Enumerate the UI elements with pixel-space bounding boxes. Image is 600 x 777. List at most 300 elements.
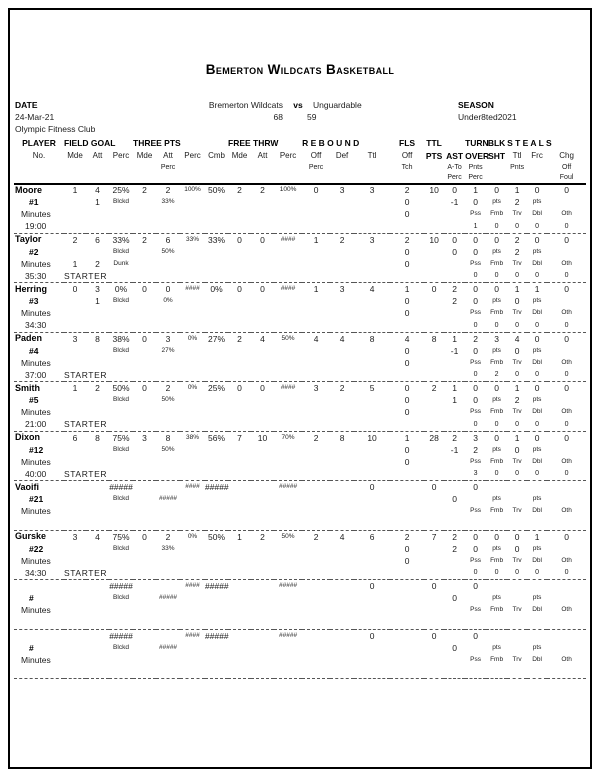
cell-blk-sht: [486, 580, 507, 593]
cell-chg: [547, 246, 586, 258]
cell-tp-att: [156, 456, 180, 468]
header-sub: Perc: [184, 151, 201, 160]
cell-tp-perc: [180, 209, 205, 221]
cell-reb-ttl: 0: [354, 580, 390, 593]
stats-table: [14, 137, 586, 679]
fumble-label: Fmb: [490, 457, 504, 465]
cell-ft-made: [228, 246, 251, 258]
cell-ft-made: [228, 506, 251, 518]
cell-cmb-perc: [205, 308, 228, 320]
cell-reb-ttl: [354, 296, 390, 308]
cell-fg-made: [64, 580, 86, 593]
header-group: THREE PTS: [133, 138, 181, 149]
pts-label: pts: [532, 247, 542, 255]
cell-reb-off: [302, 481, 330, 494]
cell-ttl-pts: 28: [424, 431, 444, 444]
cell-ft-made: [228, 357, 251, 369]
cell-turnover: [465, 517, 486, 530]
cell-blk-sht: [486, 666, 507, 679]
cell-blk-sht: 0: [486, 382, 507, 395]
cell-cmb-perc: [205, 197, 228, 209]
cell-cmb-perc: [205, 593, 228, 605]
cell-reb-off: [302, 642, 330, 654]
pass-label: Pss: [470, 210, 481, 217]
cell-cmb-perc: [205, 616, 228, 629]
cell-ft-made: [228, 444, 251, 456]
cell-chg: 0: [564, 470, 569, 478]
cell-fg-att: 2: [95, 258, 100, 269]
cell-ft-perc: [274, 270, 302, 283]
cell-ft-made: [228, 555, 251, 567]
cell-chg: 0: [564, 321, 569, 329]
cell-stl-frc: 0: [535, 321, 540, 329]
cell-reb-def: [330, 444, 354, 456]
cell-tp-perc: [180, 162, 205, 173]
header-sub: Pnts: [510, 163, 525, 171]
cell-ft-perc: [274, 395, 302, 407]
cell-stl-ttl: 0: [515, 470, 520, 478]
cell-ft-perc: #####: [274, 629, 302, 642]
cell-fls: [390, 666, 424, 679]
cell-reb-ttl: [354, 605, 390, 617]
cell-ft-att: [251, 418, 274, 431]
header-group: S T E A L S: [507, 138, 552, 149]
cell-chg: 0: [547, 233, 586, 246]
cell-fls: 0: [404, 246, 410, 257]
cell-ft-made: [228, 593, 251, 605]
cell-reb-def: [330, 580, 354, 593]
cell-fls: 0: [404, 209, 410, 219]
header-sub: A-To: [447, 163, 462, 171]
pts-label: pts: [492, 643, 501, 651]
cell-tp-att: 0%: [163, 297, 173, 305]
cell-reb-ttl: 10: [354, 431, 390, 444]
cell-ft-made: [228, 407, 251, 419]
header-group: FREE THRW: [228, 138, 279, 149]
cell-ttl-pts: [424, 369, 444, 382]
cell-fg-made: [64, 642, 86, 654]
header-group: R E B O U N D: [302, 138, 360, 149]
cell-tp-perc: [180, 517, 205, 530]
cell-tp-att: [156, 173, 180, 184]
cell-ft-perc: #####: [274, 481, 302, 494]
pts-label: pts: [492, 198, 501, 206]
cell-stl-frc: 0: [535, 272, 540, 280]
cell-cmb-perc: [205, 209, 228, 221]
cell-reb-off: [302, 580, 330, 593]
cell-stl-ttl: [507, 629, 527, 642]
player-name: Herring: [14, 283, 64, 296]
double-label: Dbl: [532, 556, 542, 564]
cell-reb-def: [330, 357, 354, 369]
cell-cmb-perc: [205, 345, 228, 357]
cell-ast: 2: [444, 530, 465, 543]
cell-fg-att: 1: [95, 197, 100, 208]
cell-ft-perc: [274, 616, 302, 629]
player-number: #3: [29, 296, 39, 307]
cell-stl-ttl: 1: [514, 185, 520, 196]
cell-turnover: 2: [465, 332, 486, 345]
cell-ft-perc: [274, 654, 302, 666]
cell-ft-made: [228, 481, 251, 494]
minutes-value: 40:00: [25, 468, 47, 479]
cell-cmb-perc: 27%: [205, 332, 228, 345]
cell-reb-off: [302, 567, 330, 580]
cell-tp-perc: [180, 369, 205, 382]
cell-ft-made: [228, 468, 251, 481]
cell-ttl-pts: [424, 642, 444, 654]
cell-tp-made: [133, 246, 156, 258]
cell-fls: [390, 468, 424, 481]
cell-fg-att: [86, 345, 109, 357]
cell-cmb-perc: [205, 319, 228, 332]
cell-ast: [444, 481, 465, 494]
cell-fls: [390, 593, 424, 605]
pts-label: pts: [532, 396, 542, 404]
cell-ft-perc: [274, 593, 302, 605]
cell-blk-sht: 0: [494, 420, 499, 428]
cell-cmb-perc: [205, 395, 228, 407]
cell-ft-perc: [274, 642, 302, 654]
cell-cmb-perc: [205, 494, 228, 506]
cell-blk-sht: [486, 517, 507, 530]
cell-turnover: 0: [473, 395, 478, 406]
cell-ft-made: [228, 270, 251, 283]
cell-stl-frc: [527, 629, 547, 642]
cell-fg-made: [64, 494, 86, 506]
minutes-value: [14, 616, 64, 629]
starter-label: STARTER: [64, 468, 108, 479]
cell-ft-made: 2: [237, 185, 242, 196]
cell-stl-frc: [527, 666, 547, 679]
cell-tp-made: [133, 418, 156, 431]
cell-chg: 0: [564, 272, 569, 280]
other-label: Oth: [561, 457, 572, 465]
cell-reb-def: [330, 220, 354, 233]
cell-fg-att: [86, 517, 109, 530]
cell-tp-made: [133, 220, 156, 233]
cell-ft-made: [228, 258, 251, 270]
cell-ft-perc: [274, 173, 302, 184]
cell-reb-ttl: [354, 246, 390, 258]
pts-label: pts: [532, 594, 542, 602]
cell-ft-made: 0: [228, 382, 251, 395]
header-sub: Mde: [231, 151, 248, 160]
cell-turnover: 0: [465, 283, 486, 296]
cell-tp-perc: ####: [180, 629, 205, 642]
cell-fls: [390, 629, 424, 642]
cell-ft-att: [251, 308, 274, 320]
cell-tp-perc: [180, 468, 205, 481]
cell-fls: [390, 517, 424, 530]
cell-stl-frc: [527, 173, 547, 184]
cell-fg-att: [86, 642, 109, 654]
fumble-label: Fmb: [490, 556, 504, 564]
cell-fls: [390, 605, 424, 617]
travel-label: Trv: [512, 655, 522, 663]
cell-tp-att: [156, 567, 180, 580]
cell-reb-off: [302, 270, 330, 283]
cell-fg-made: 1: [72, 258, 78, 269]
cell-ast: [444, 270, 465, 283]
cell-reb-ttl: [354, 555, 390, 567]
cell-fg-perc: [109, 319, 133, 332]
cell-fg-att: [86, 444, 109, 456]
cell-reb-off: [302, 418, 330, 431]
minutes-value: 19:00: [25, 221, 47, 231]
player-number: #2: [29, 246, 39, 257]
cell-fls: 0: [404, 258, 410, 269]
cell-fg-att: [86, 654, 109, 666]
cell-ast: 0: [444, 233, 465, 246]
cell-tp-made: [133, 296, 156, 308]
dunk-label: [109, 357, 133, 369]
cell-blk-sht: 3: [486, 332, 507, 345]
pts-label: pts: [492, 297, 501, 305]
cell-fg-made: [64, 593, 86, 605]
cell-reb-ttl: 3: [354, 233, 390, 246]
cell-ft-made: [228, 369, 251, 382]
cell-fg-made: [64, 357, 86, 369]
cell-ttl-pts: 7: [424, 530, 444, 543]
cell-reb-def: [330, 567, 354, 580]
cell-stl-ttl: [507, 494, 527, 506]
cell-tp-made: [133, 555, 156, 567]
fumble-label: Fmb: [490, 259, 504, 267]
cell-ft-att: [251, 567, 274, 580]
cell-tp-perc: [180, 567, 205, 580]
dunk-label: [109, 654, 133, 666]
cell-tp-att: [156, 481, 180, 494]
cell-tp-perc: [180, 407, 205, 419]
cell-tp-att: [156, 357, 180, 369]
cell-ft-perc: [274, 506, 302, 518]
cell-stl-ttl: [507, 666, 527, 679]
cell-ft-made: 0: [228, 233, 251, 246]
cell-ttl-pts: [424, 319, 444, 332]
cell-ft-perc: 50%: [274, 530, 302, 543]
cell-cmb-perc: [205, 605, 228, 617]
cell-reb-ttl: 5: [354, 382, 390, 395]
cell-tp-att: [156, 418, 180, 431]
player-block: [14, 283, 586, 333]
cell-ft-perc: [274, 456, 302, 468]
cell-reb-def: 3: [339, 185, 345, 196]
cell-fg-made: [64, 456, 86, 468]
cell-reb-off: 0: [313, 185, 319, 196]
cell-tp-perc: [180, 555, 205, 567]
travel-label: Trv: [512, 606, 522, 613]
cell-ft-att: 4: [251, 332, 274, 345]
cell-ast: 0: [452, 593, 457, 604]
cell-ttl-pts: [424, 506, 444, 518]
cell-ttl-pts: [424, 345, 444, 357]
cell-fg-made: [64, 517, 86, 530]
cell-ft-made: [228, 296, 251, 308]
pts-label: pts: [492, 247, 501, 255]
blocked-label: Blckd: [113, 346, 129, 354]
cell-player: [14, 162, 64, 173]
cell-reb-off: [302, 555, 330, 567]
cell-reb-ttl: [354, 162, 390, 173]
cell-fg-made: [64, 246, 86, 258]
cell-tp-perc: [180, 197, 205, 209]
cell-reb-def: [330, 209, 354, 221]
pts-label: pts: [492, 495, 501, 503]
cell-ast: [444, 456, 465, 468]
cell-fg-perc: [109, 162, 133, 173]
cell-stl-frc: [527, 517, 547, 530]
header-sub: Off: [401, 151, 413, 160]
cell-ast: 0: [452, 185, 457, 196]
cell-ttl-pts: [424, 173, 444, 184]
dunk-label: [109, 506, 133, 518]
header-sub: Att: [163, 151, 173, 160]
cell-chg: 0: [547, 431, 586, 444]
double-label: Dbl: [532, 457, 542, 465]
cell-ft-made: [228, 418, 251, 431]
cell-ft-att: [251, 517, 274, 530]
minutes-value: [14, 666, 64, 679]
cell-reb-off: [302, 407, 330, 419]
cell-cmb-perc: [205, 270, 228, 283]
cell-tp-perc: ####: [180, 580, 205, 593]
cell-reb-off: [302, 654, 330, 666]
cell-tp-att: 0: [156, 283, 180, 296]
cell-tp-perc: [180, 270, 205, 283]
cell-ft-perc: [274, 345, 302, 357]
cell-reb-ttl: [354, 593, 390, 605]
cell-ft-att: 2: [260, 185, 265, 196]
cell-ast: [444, 555, 465, 567]
player-block: [14, 629, 586, 679]
cell-fg-att: [86, 506, 109, 518]
cell-ft-att: [251, 209, 274, 221]
player-name: Paden: [14, 332, 64, 345]
cell-tp-perc: 100%: [184, 186, 201, 194]
cell-turnover: 0: [465, 629, 486, 642]
cell-tp-att: 50%: [161, 396, 175, 404]
cell-ttl-pts: [424, 220, 444, 233]
pass-label: Pss: [470, 259, 481, 267]
cell-ast: [444, 517, 465, 530]
cell-tp-made: [133, 270, 156, 283]
fumble-label: Fmb: [490, 655, 504, 663]
cell-reb-off: [302, 197, 330, 209]
cell-reb-off: [302, 456, 330, 468]
cell-fls: [390, 319, 424, 332]
cell-tp-perc: [180, 173, 205, 184]
cell-chg: [547, 666, 586, 679]
fumble-label: Fmb: [490, 358, 504, 366]
cell-ft-att: [251, 666, 274, 679]
cell-ttl-pts: [424, 209, 444, 221]
cell-ft-perc: [274, 369, 302, 382]
cell-ft-perc: [274, 555, 302, 567]
cell-tp-made: [133, 258, 156, 270]
cell-tp-att: [156, 654, 180, 666]
minutes-label: Minutes: [21, 555, 51, 566]
cell-tp-perc: [180, 296, 205, 308]
cell-reb-def: [330, 162, 354, 173]
cell-reb-ttl: [354, 468, 390, 481]
cell-cmb-perc: #####: [205, 482, 229, 492]
cell-fg-perc: [109, 616, 133, 629]
home-score: 68: [273, 112, 283, 122]
cell-tp-att: 8: [156, 431, 180, 444]
cell-turnover: [465, 666, 486, 679]
pass-label: Pss: [470, 358, 481, 366]
cell-fg-made: [64, 395, 86, 407]
cell-reb-ttl: [354, 407, 390, 419]
cell-ast: [444, 357, 465, 369]
cell-blk-sht: [486, 481, 507, 494]
cell-reb-def: [330, 468, 354, 481]
cell-ast: -1: [450, 345, 459, 356]
cell-ast: [444, 418, 465, 431]
double-label: Dbl: [532, 655, 542, 663]
cell-chg: [547, 517, 586, 530]
cell-reb-def: [330, 642, 354, 654]
player-number: #: [29, 593, 34, 604]
cell-stl-frc: [527, 616, 547, 629]
cell-reb-def: [330, 395, 354, 407]
other-label: Oth: [561, 210, 572, 217]
cell-tp-att: [156, 616, 180, 629]
cell-ft-att: [251, 506, 274, 518]
cell-cmb-perc: [205, 162, 228, 173]
cell-blk-sht: 0: [494, 470, 499, 478]
cell-ft-att: [251, 629, 274, 642]
cell-ft-att: [251, 468, 274, 481]
cell-chg: 0: [547, 530, 586, 543]
cell-ft-made: [228, 567, 251, 580]
cell-reb-ttl: [354, 319, 390, 332]
cell-cmb-perc: [205, 444, 228, 456]
cell-reb-ttl: [354, 197, 390, 209]
minutes-value: 37:00: [25, 369, 47, 380]
other-label: Oth: [561, 507, 572, 514]
fumble-label: Fmb: [490, 507, 504, 514]
cell-fls: [390, 173, 424, 184]
cell-ft-made: [228, 666, 251, 679]
cell-fls: 0: [404, 456, 410, 467]
cell-ft-made: [228, 616, 251, 629]
cell-fls: 0: [404, 543, 410, 554]
header-sub: Perc: [444, 173, 465, 184]
cell-tp-att: 2: [156, 530, 180, 543]
cell-stl-ttl: 0: [514, 296, 520, 307]
cell-cmb-perc: [205, 258, 228, 270]
header-sub: Pnts: [468, 163, 483, 171]
travel-label: Trv: [512, 457, 522, 465]
other-label: Oth: [561, 408, 572, 415]
cell-reb-off: [302, 616, 330, 629]
cell-fg-att: [86, 162, 109, 173]
cell-chg: [547, 481, 586, 494]
cell-reb-off: [302, 296, 330, 308]
cell-ft-att: [251, 220, 274, 233]
cell-turnover: 3: [473, 470, 478, 478]
cell-stl-ttl: 0: [514, 444, 520, 455]
cell-fg-att: 1: [95, 296, 100, 307]
cell-ft-att: [251, 605, 274, 617]
cell-ft-made: 0: [228, 283, 251, 296]
cell-reb-def: [330, 308, 354, 320]
cell-chg: 0: [564, 371, 569, 379]
minutes-label: Minutes: [21, 308, 51, 318]
other-label: Oth: [561, 309, 572, 316]
